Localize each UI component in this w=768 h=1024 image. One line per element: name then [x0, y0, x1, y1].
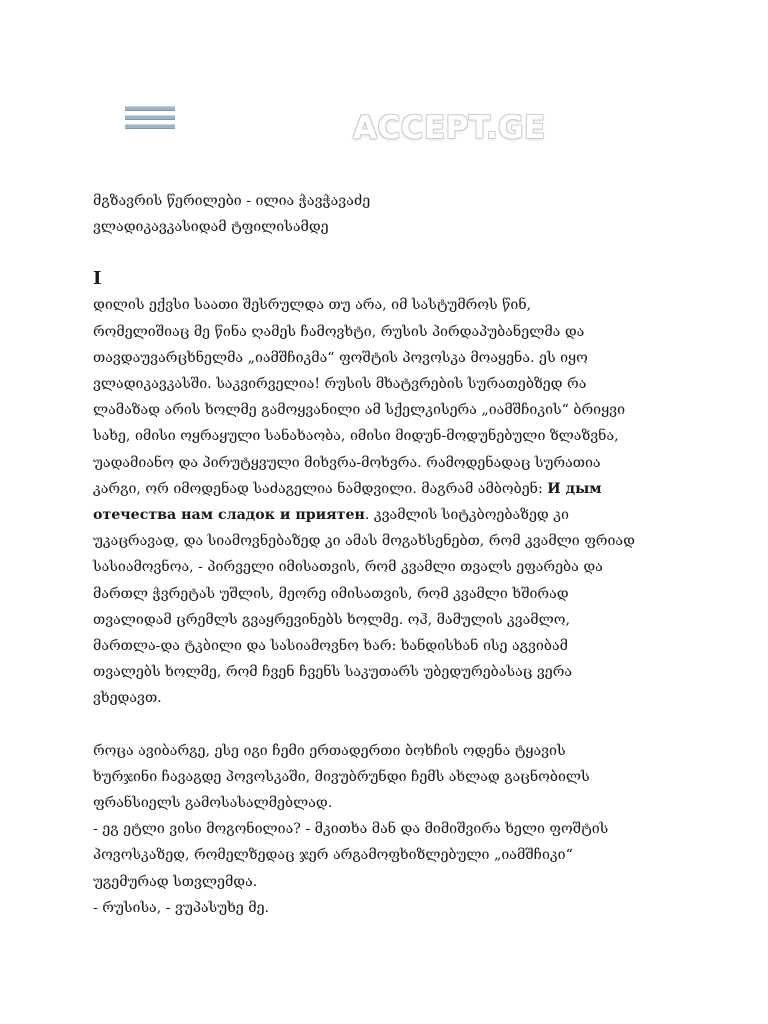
text-line: ხურჯინი ჩავაგდე პოვოსკაში, მივუბრუნდი ჩემს ახლად გაცნობილს: [93, 768, 590, 785]
text-line: - ეგ ეტლი ვისი მოგონილია? - მკითხა მან და მიმიშვირა ხელი ფოშტის: [93, 821, 609, 838]
text-line: პოვოსკაზედ, რომელზედაც ჯერ არგამოფხიზლებული „იამშჩიკი“: [93, 847, 573, 864]
text-line: უადამიანო და პირუტყვული მიხვრა-მოხვრა. რამოდენადაც სურათია: [93, 454, 601, 471]
text-line: მართლა-და ტკბილი და სასიამოვნო ხარ: ხანდისხან ისე აგვიბამ: [93, 638, 568, 655]
section-numeral: I: [93, 268, 102, 290]
text-line: [93, 476, 693, 502]
text-line: უგემურად სთვლემდა.: [93, 873, 258, 890]
text-line: [93, 502, 693, 528]
text-line: უკაცრავად, და სიამოვნებაზედ კი ამას მოგახსენებთ, რომ კვამლი ფრიად: [93, 533, 635, 550]
menu-bar-middle: [125, 115, 175, 120]
menu-bar-bottom: [125, 124, 175, 129]
document-subtitle: ვლადიკავკასიდამ ტფილისამდე: [93, 219, 329, 236]
text-line: თვალიდამ ცრემლს გვაყრევინებს ხოლმე. ოჰ, მამულის კვამლო,: [93, 611, 570, 628]
text-line: ვხედავთ.: [93, 690, 162, 707]
russian-quote-part-1: И дым: [547, 480, 602, 497]
text-line: ლამაზად არის ხოლმე გამოყვანილი ამ სქელკისერა „იამშჩიკის“ ბრიყვი: [93, 402, 626, 419]
text-segment: . კვამლის სიტკბოებაზედ კი: [364, 507, 569, 524]
text-line: ფრანსიელს გამოსასალმებლად.: [93, 795, 333, 812]
text-line: რომელიშიაც მე წინა ღამეს ჩამოვხტი, რუსის პირდაპუბანელმა და: [93, 323, 585, 340]
text-line: თვალებს ხოლმე, რომ ჩვენ ჩვენს საკუთარს უბედურებასაც ვერა: [93, 664, 573, 681]
menu-bar-top: [125, 106, 175, 111]
text-segment: კარგი, ორ იმოდენად საძაგელია ნამდვილი. მაგრამ ამბობენ:: [93, 480, 548, 497]
text-line: - რუსისა, - ვუპასუხე მე.: [93, 899, 270, 916]
text-line: დილის ექვსი საათი შესრულდა თუ არა, იმ სასტუმროს წინ,: [93, 297, 532, 314]
text-line: ვლადიკავკასში. საკვირველია! რუსის მხატვრების სურათებზედ რა: [93, 376, 587, 393]
site-header: [0, 100, 768, 160]
text-line: თავდაუვარცხნელმა „იამშჩიკმა“ ფოშტის პოვოსკა მოაყენა. ეს იყო: [93, 349, 588, 366]
hamburger-menu-icon[interactable]: [125, 106, 175, 128]
document-body: [93, 188, 693, 921]
text-line: როცა ავიბარგე, ესე იგი ჩემი ერთადერთი ბოხჩის ოდენა ტყავის: [93, 742, 566, 759]
russian-quote-part-2: отечества нам сладок и приятен: [93, 507, 365, 524]
text-line: მართლ ჭვრეტას უშლის, მეორე იმისათვის, რომ კვამლი ხშირად: [93, 585, 569, 602]
paragraph-2: [93, 738, 693, 921]
document-title: მგზავრის წერილები - ილია ჭავჭავაძე: [93, 193, 371, 209]
text-line: სახე, იმისი ოყრაყული სანახაობა, იმისი მიდუნ-მოდუნებული ზლაზვნა,: [93, 428, 619, 445]
paragraph-1: [93, 292, 693, 711]
text-line: სასიამოვნოა, - პირველი იმისათვის, რომ კვამლი თვალს ეფარება და: [93, 559, 603, 576]
site-logo[interactable]: ACCEPT.GE: [353, 110, 546, 146]
